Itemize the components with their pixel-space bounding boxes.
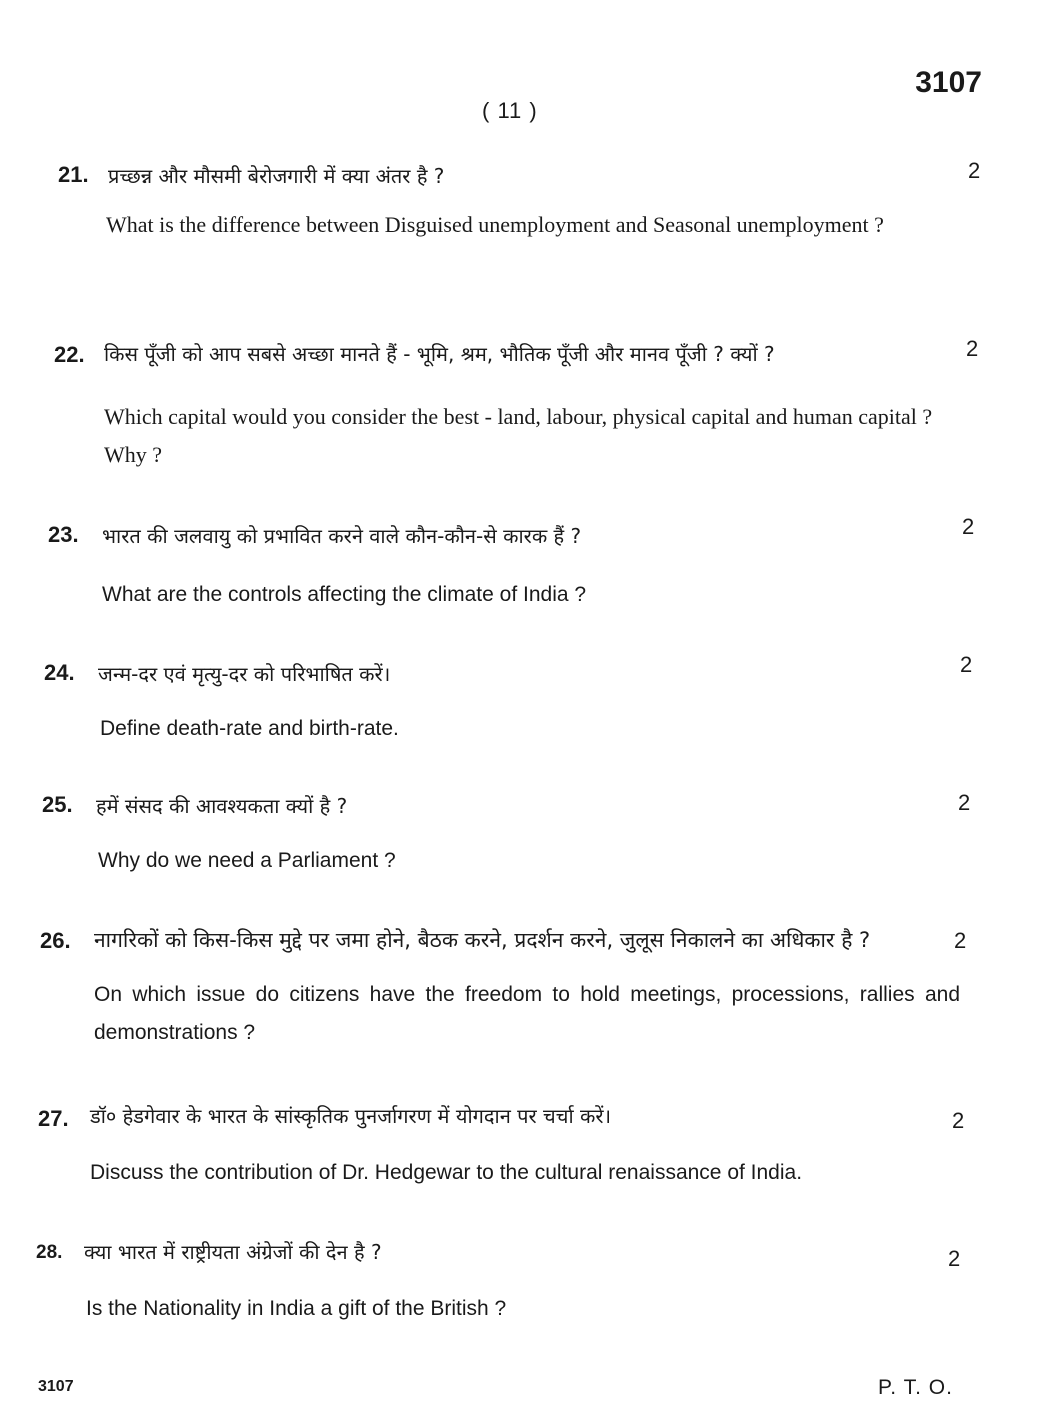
question-english: Why do we need a Parliament ? xyxy=(98,849,396,872)
question-english: Discuss the contribution of Dr. Hedgewar to the cultural renaissance of India. xyxy=(90,1161,803,1184)
question-number: 28. xyxy=(36,1242,63,1263)
question-english: Is the Nationality in India a gift of the British ? xyxy=(86,1297,507,1320)
question-number: 23. xyxy=(48,522,79,547)
page-number: ( 11 ) xyxy=(482,98,538,123)
question-hindi: प्रच्छन्न और मौसमी बेरोजगारी में क्या अंतर है ? xyxy=(108,164,445,188)
question-hindi: डॉ० हेडगेवार के भारत के सांस्कृतिक पुनर्जागरण में योगदान पर चर्चा करें। xyxy=(90,1104,612,1128)
question-marks: 2 xyxy=(952,1108,965,1133)
question-hindi: हमें संसद की आवश्यकता क्यों है ? xyxy=(96,794,348,818)
question-number: 21. xyxy=(58,162,89,187)
footer-paper-code: 3107 xyxy=(38,1378,74,1395)
question-english: What are the controls affecting the climate of India ? xyxy=(102,583,587,606)
question-hindi: भारत की जलवायु को प्रभावित करने वाले कौन-कौन-से कारक हैं ? xyxy=(102,524,582,548)
question-hindi: जन्म-दर एवं मृत्यु-दर को परिभाषित करें। xyxy=(98,662,391,686)
question-marks: 2 xyxy=(968,158,981,183)
question-number: 25. xyxy=(42,792,73,817)
question-number: 27. xyxy=(38,1106,69,1131)
question-hindi: क्या भारत में राष्ट्रीयता अंग्रेजों की देन है ? xyxy=(84,1240,382,1264)
question-number: 22. xyxy=(54,342,85,367)
question-english: Define death-rate and birth-rate. xyxy=(100,717,399,740)
question-hindi: नागरिकों को किस-किस मुद्दे पर जमा होने, बैठक करने, प्रदर्शन करने, जुलूस निकालने का अधिकार है ? xyxy=(94,928,871,952)
question-marks: 2 xyxy=(954,928,967,953)
question-marks: 2 xyxy=(966,336,979,361)
question-number: 26. xyxy=(40,928,71,953)
question-marks: 2 xyxy=(958,790,971,815)
question-hindi: किस पूँजी को आप सबसे अच्छा मानते हैं - भूमि, श्रम, भौतिक पूँजी और मानव पूँजी ? क्यों ? xyxy=(104,342,775,366)
question-marks: 2 xyxy=(948,1246,961,1271)
question-number: 24. xyxy=(44,660,75,685)
footer-pto: P. T. O. xyxy=(878,1376,953,1399)
question-marks: 2 xyxy=(960,652,973,677)
question-english: On which issue do citizens have the freedom to hold meetings, processions, rallies and demonstrations ? xyxy=(94,983,960,1044)
paper-code: 3107 xyxy=(915,66,982,99)
question-english: Which capital would you consider the best - land, labour, physical capital and human capital ? Why ? xyxy=(104,404,933,467)
question-marks: 2 xyxy=(962,514,975,539)
question-english: What is the difference between Disguised unemployment and Seasonal unemployment ? xyxy=(106,212,884,237)
